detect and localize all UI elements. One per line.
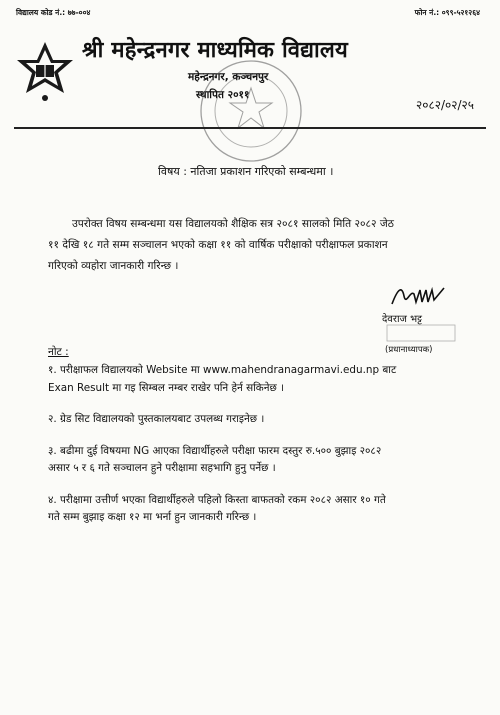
phone-number: फोन नं.: ०९९-५२१२६४	[414, 8, 480, 17]
school-address: महेन्द्रनगर, कञ्चनपुर	[188, 71, 269, 83]
note-item: २. ग्रेड सिट विद्यालयको पुस्तकालयबाट उपलब्ध गराइनेछ ।	[48, 413, 265, 425]
letter-date: २०८२/०२/२५	[415, 98, 474, 112]
note-item: गते सम्म बुझाइ कक्षा १२ मा भर्ना हुन जानकारी गरिन्छ ।	[48, 511, 257, 523]
school-code: विद्यालय कोड नं.: ७७-००४	[16, 8, 91, 17]
header-divider	[14, 127, 486, 129]
subject-line: विषय : नतिजा प्रकाशन गरिएको सम्बन्धमा ।	[158, 165, 334, 178]
body-paragraph	[48, 214, 468, 277]
note-item: १. परीक्षाफल विद्यालयको Website मा www.mahendranagarmavi.edu.np बाट	[48, 364, 397, 376]
note-heading: नोट :	[48, 346, 69, 358]
note-item: ३. बढीमा दुई विषयमा NG आएका विद्यार्थीहरुले परीक्षा फारम दस्तुर रु.५०० बुझाइ २०८२	[48, 444, 382, 457]
body-line: उपरोक्त विषय सम्बन्धमा यस विद्यालयको शैक्षिक सत्र २०८१ सालको मिति २०८२ जेठ	[72, 218, 394, 230]
note-item: असार ५ र ६ गते सञ्चालन हुने परीक्षामा सहभागि हुनु पर्नेछ ।	[48, 462, 276, 474]
signature-stamp-icon	[386, 324, 456, 342]
notes-list	[48, 362, 468, 527]
signatory-title: (प्रधानाध्यापक)	[385, 345, 433, 355]
note-item: ४. परीक्षामा उत्तीर्ण भएका विद्यार्थीहरुले पहिलो किस्ता बाफतको रकम २०८२ असार १० गते	[48, 493, 386, 506]
school-name: श्री महेन्द्रनगर माध्यमिक विद्यालय	[82, 38, 348, 63]
note-item: Exan Result मा गइ सिम्बल नम्बर राखेर पनि हेर्न सकिनेछ ।	[48, 381, 285, 394]
signature-icon	[388, 282, 448, 310]
school-logo-icon	[12, 40, 78, 106]
established-year: स्थापित २०११	[196, 89, 250, 101]
body-line: गरिएको व्यहोरा जानकारी गरिन्छ ।	[48, 260, 179, 272]
school-stamp-icon	[196, 56, 306, 166]
signatory-name: देवराज भट्ट	[382, 314, 423, 325]
body-line: ११ देखि १८ गते सम्म सञ्चालन भएको कक्षा ११ को वार्षिक परीक्षाको परीक्षाफल प्रकाशन	[48, 239, 388, 251]
